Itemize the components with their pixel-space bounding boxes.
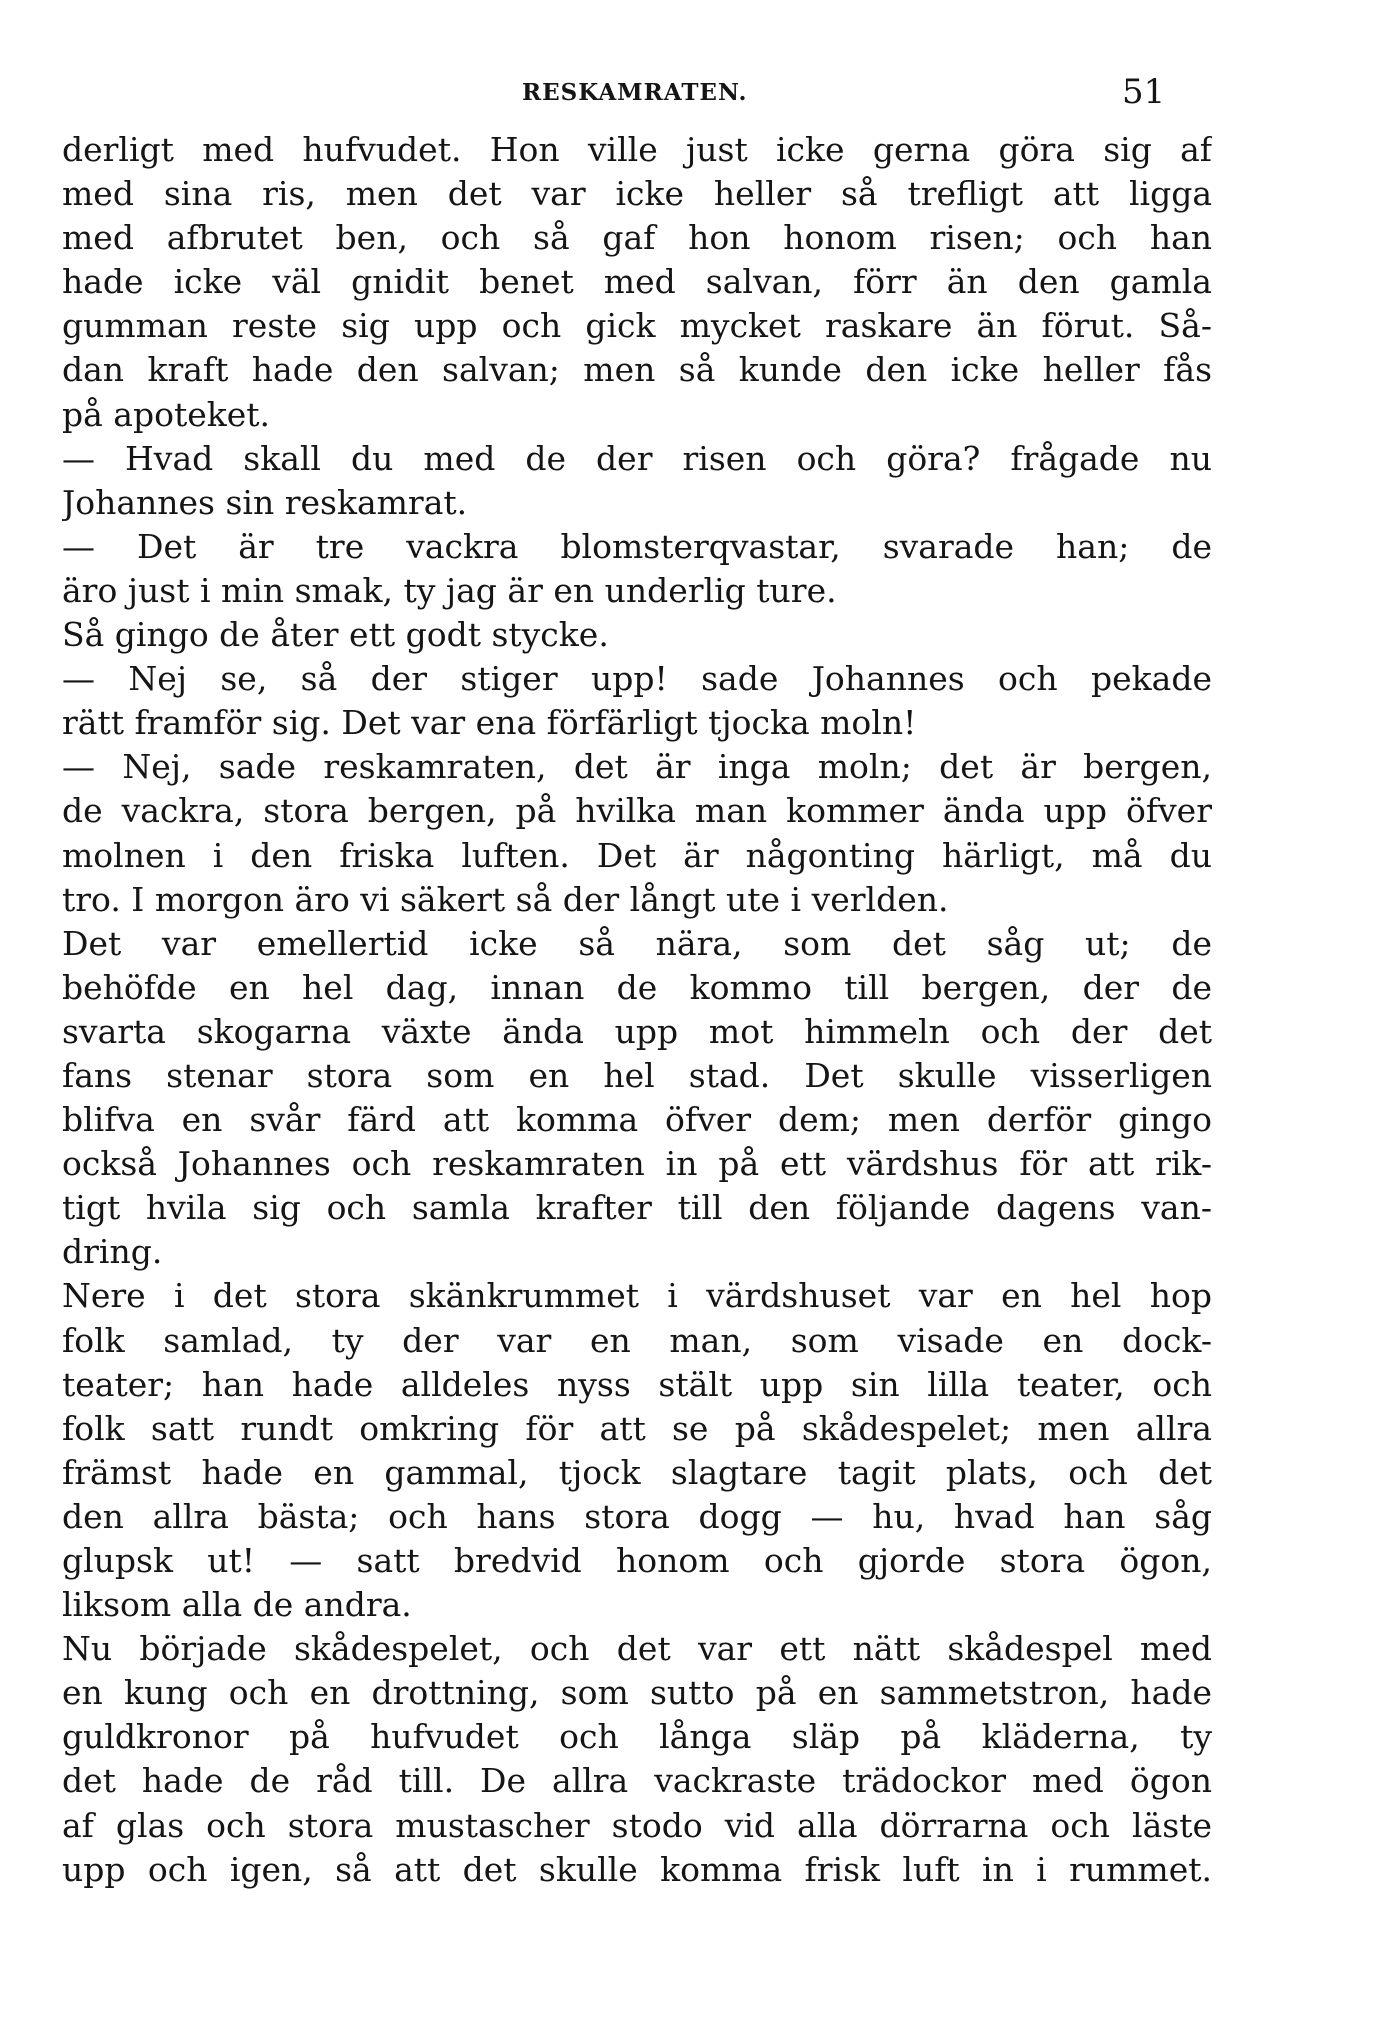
text-line: rätt framför sig. Det var ena förfärligt tjocka moln! [62, 703, 917, 743]
text-line: — Nej, sade reskamraten, det är inga moln; det är bergen, [62, 747, 1212, 787]
text-line: svarta skogarna växte ända upp mot himmeln och der det [62, 1011, 1212, 1051]
running-header: RESKAMRATEN. [522, 79, 748, 106]
text-line: Nu började skådespelet, och det var ett nätt skådespel med [62, 1629, 1212, 1669]
text-line: den allra bästa; och hans stora dogg — hu, hvad han såg [62, 1496, 1212, 1536]
text-line: Det var emellertid icke så nära, som det såg ut; de [62, 923, 1212, 963]
text-line: glupsk ut! — satt bredvid honom och gjorde stora ögon, [62, 1541, 1212, 1580]
text-line: guldkronor på hufvudet och långa släp på kläderna, ty [62, 1717, 1212, 1757]
text-line: af glas och stora mustascher stodo vid alla dörrarna och läste [62, 1805, 1212, 1845]
text-line: fans stenar stora som en hel stad. Det skulle visserligen [62, 1055, 1212, 1095]
body-text [62, 128, 1212, 1892]
text-line: också Johannes och reskamraten in på ett värdshus för att rik- [62, 1144, 1212, 1184]
text-line: molnen i den friska luften. Det är någonting härligt, må du [62, 835, 1212, 875]
text-line: — Hvad skall du med de der risen och göra? frågade nu [62, 438, 1212, 478]
text-line: en kung och en drottning, som sutto på en sammetstron, hade [62, 1673, 1212, 1713]
text-line: dring. [62, 1232, 163, 1272]
text-line: tro. I morgon äro vi säkert så der långt ute i verlden. [62, 879, 949, 919]
text-line: främst hade en gammal, tjock slagtare tagit plats, och det [62, 1452, 1212, 1492]
text-line: folk samlad, ty der var en man, som visade en dock- [62, 1320, 1212, 1360]
text-line: tigt hvila sig och samla krafter till den följande dagens van- [62, 1188, 1212, 1228]
text-line: på apoteket. [62, 394, 271, 434]
text-line: de vackra, stora bergen, på hvilka man kommer ända upp öfver [62, 791, 1212, 831]
text-line: folk satt rundt omkring för att se på skådespelet; men allra [62, 1408, 1212, 1448]
text-line: dan kraft hade den salvan; men så kunde den icke heller fås [62, 350, 1212, 390]
text-line: hade icke väl gnidit benet med salvan, förr än den gamla [62, 262, 1212, 302]
text-line: äro just i min smak, ty jag är en underlig ture. [62, 570, 837, 610]
text-line: derligt med hufvudet. Hon ville just icke gerna göra sig af [62, 130, 1212, 169]
text-line: liksom alla de andra. [62, 1585, 412, 1625]
text-line: blifva en svår färd att komma öfver dem; men derför gingo [62, 1100, 1212, 1140]
text-line: gumman reste sig upp och gick mycket raskare än förut. Så- [62, 306, 1212, 346]
text-line: — Nej se, så der stiger upp! sade Johannes och pekade [62, 659, 1212, 699]
text-line: — Det är tre vackra blomsterqvastar, svarade han; de [62, 526, 1212, 566]
text-line: teater; han hade alldeles nyss stält upp sin lilla teater, och [62, 1364, 1212, 1404]
text-line: det hade de råd till. De allra vackraste trädockor med ögon [62, 1761, 1212, 1801]
text-line: upp och igen, så att det skulle komma frisk luft in i rummet. [62, 1849, 1212, 1889]
text-line: Johannes sin reskamrat. [62, 482, 468, 522]
text-line: behöfde en hel dag, innan de kommo till bergen, der de [62, 967, 1212, 1007]
text-line: Så gingo de åter ett godt stycke. [62, 615, 609, 655]
text-line: med sina ris, men det var icke heller så trefligt att ligga [62, 174, 1212, 214]
page-number: 51 [1122, 72, 1166, 112]
text-line: Nere i det stora skänkrummet i värdshuset var en hel hop [62, 1276, 1212, 1316]
text-line: med afbrutet ben, och så gaf hon honom risen; och han [62, 218, 1212, 258]
